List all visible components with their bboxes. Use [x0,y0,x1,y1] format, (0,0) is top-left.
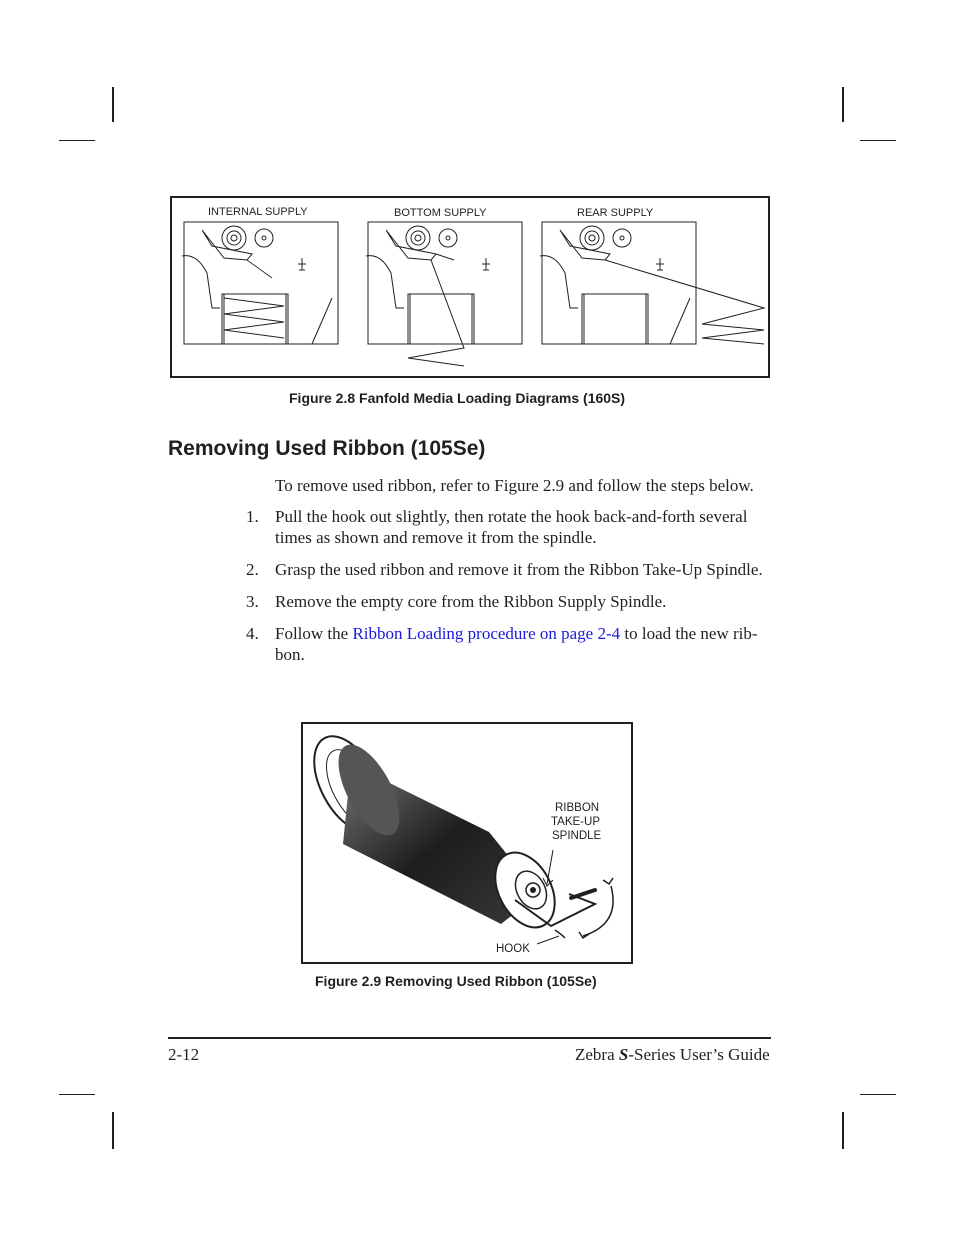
guide-title [575,1045,770,1065]
label-rear-supply: REAR SUPPLY [577,207,654,219]
crop-mark [112,87,114,122]
step-number: 1. [246,507,259,526]
label-hook: HOOK [496,943,530,955]
footer-rule [168,1037,771,1039]
section-heading: Removing Used Ribbon (105Se) [168,437,486,460]
intro-paragraph: To remove used ribbon, refer to Figure 2.9 and follow the steps below. [275,476,754,495]
figure-2-8-caption: Figure 2.8 Fanfold Media Loading Diagrams (160S) [289,390,626,406]
guide-suffix: -Series User’s Guide [628,1045,770,1064]
list-item [246,623,776,665]
label-bottom-supply: BOTTOM SUPPLY [394,207,487,219]
figure-2-9-caption: Figure 2.9 Removing Used Ribbon (105Se) [315,973,597,989]
step-list [246,506,776,676]
figure-ribbon-spindle [301,722,633,964]
label-spindle: SPINDLE [552,830,602,842]
guide-s: S [618,1045,629,1064]
crop-mark [59,1094,95,1095]
list-item [246,559,776,580]
list-item [246,506,776,548]
guide-prefix: Zebra [575,1045,619,1064]
crop-mark [842,87,844,122]
step-text: Pull the hook out slightly, then rotate the hook back-and-forth several times as shown and remove it from the spindle. [275,507,748,547]
step-number: 2. [246,560,259,579]
step-number: 4. [246,624,259,643]
step-text: Remove the empty core from the Ribbon Supply Spindle. [275,592,667,611]
label-internal-supply: INTERNAL SUPPLY [208,206,308,218]
label-take-up: TAKE-UP [551,816,600,828]
fanfold-illustration [172,198,768,376]
crop-mark [59,140,95,141]
list-item [246,591,776,612]
crop-mark [112,1112,114,1149]
crop-mark [860,140,896,141]
step-text-after: to load the new rib-bon. [275,624,758,664]
crop-mark [842,1112,844,1149]
figure-fanfold-diagrams [170,196,770,378]
crop-mark [860,1094,896,1095]
ribbon-loading-link[interactable]: Ribbon Loading procedure on page 2-4 [352,624,621,643]
page-number: 2-12 [168,1045,200,1064]
ribbon-spindle-illustration [303,724,631,962]
step-text-before: Follow the [275,624,353,643]
label-ribbon: RIBBON [555,802,600,814]
step-number: 3. [246,592,259,611]
step-text: Grasp the used ribbon and remove it from the Ribbon Take-Up Spindle. [275,560,763,579]
